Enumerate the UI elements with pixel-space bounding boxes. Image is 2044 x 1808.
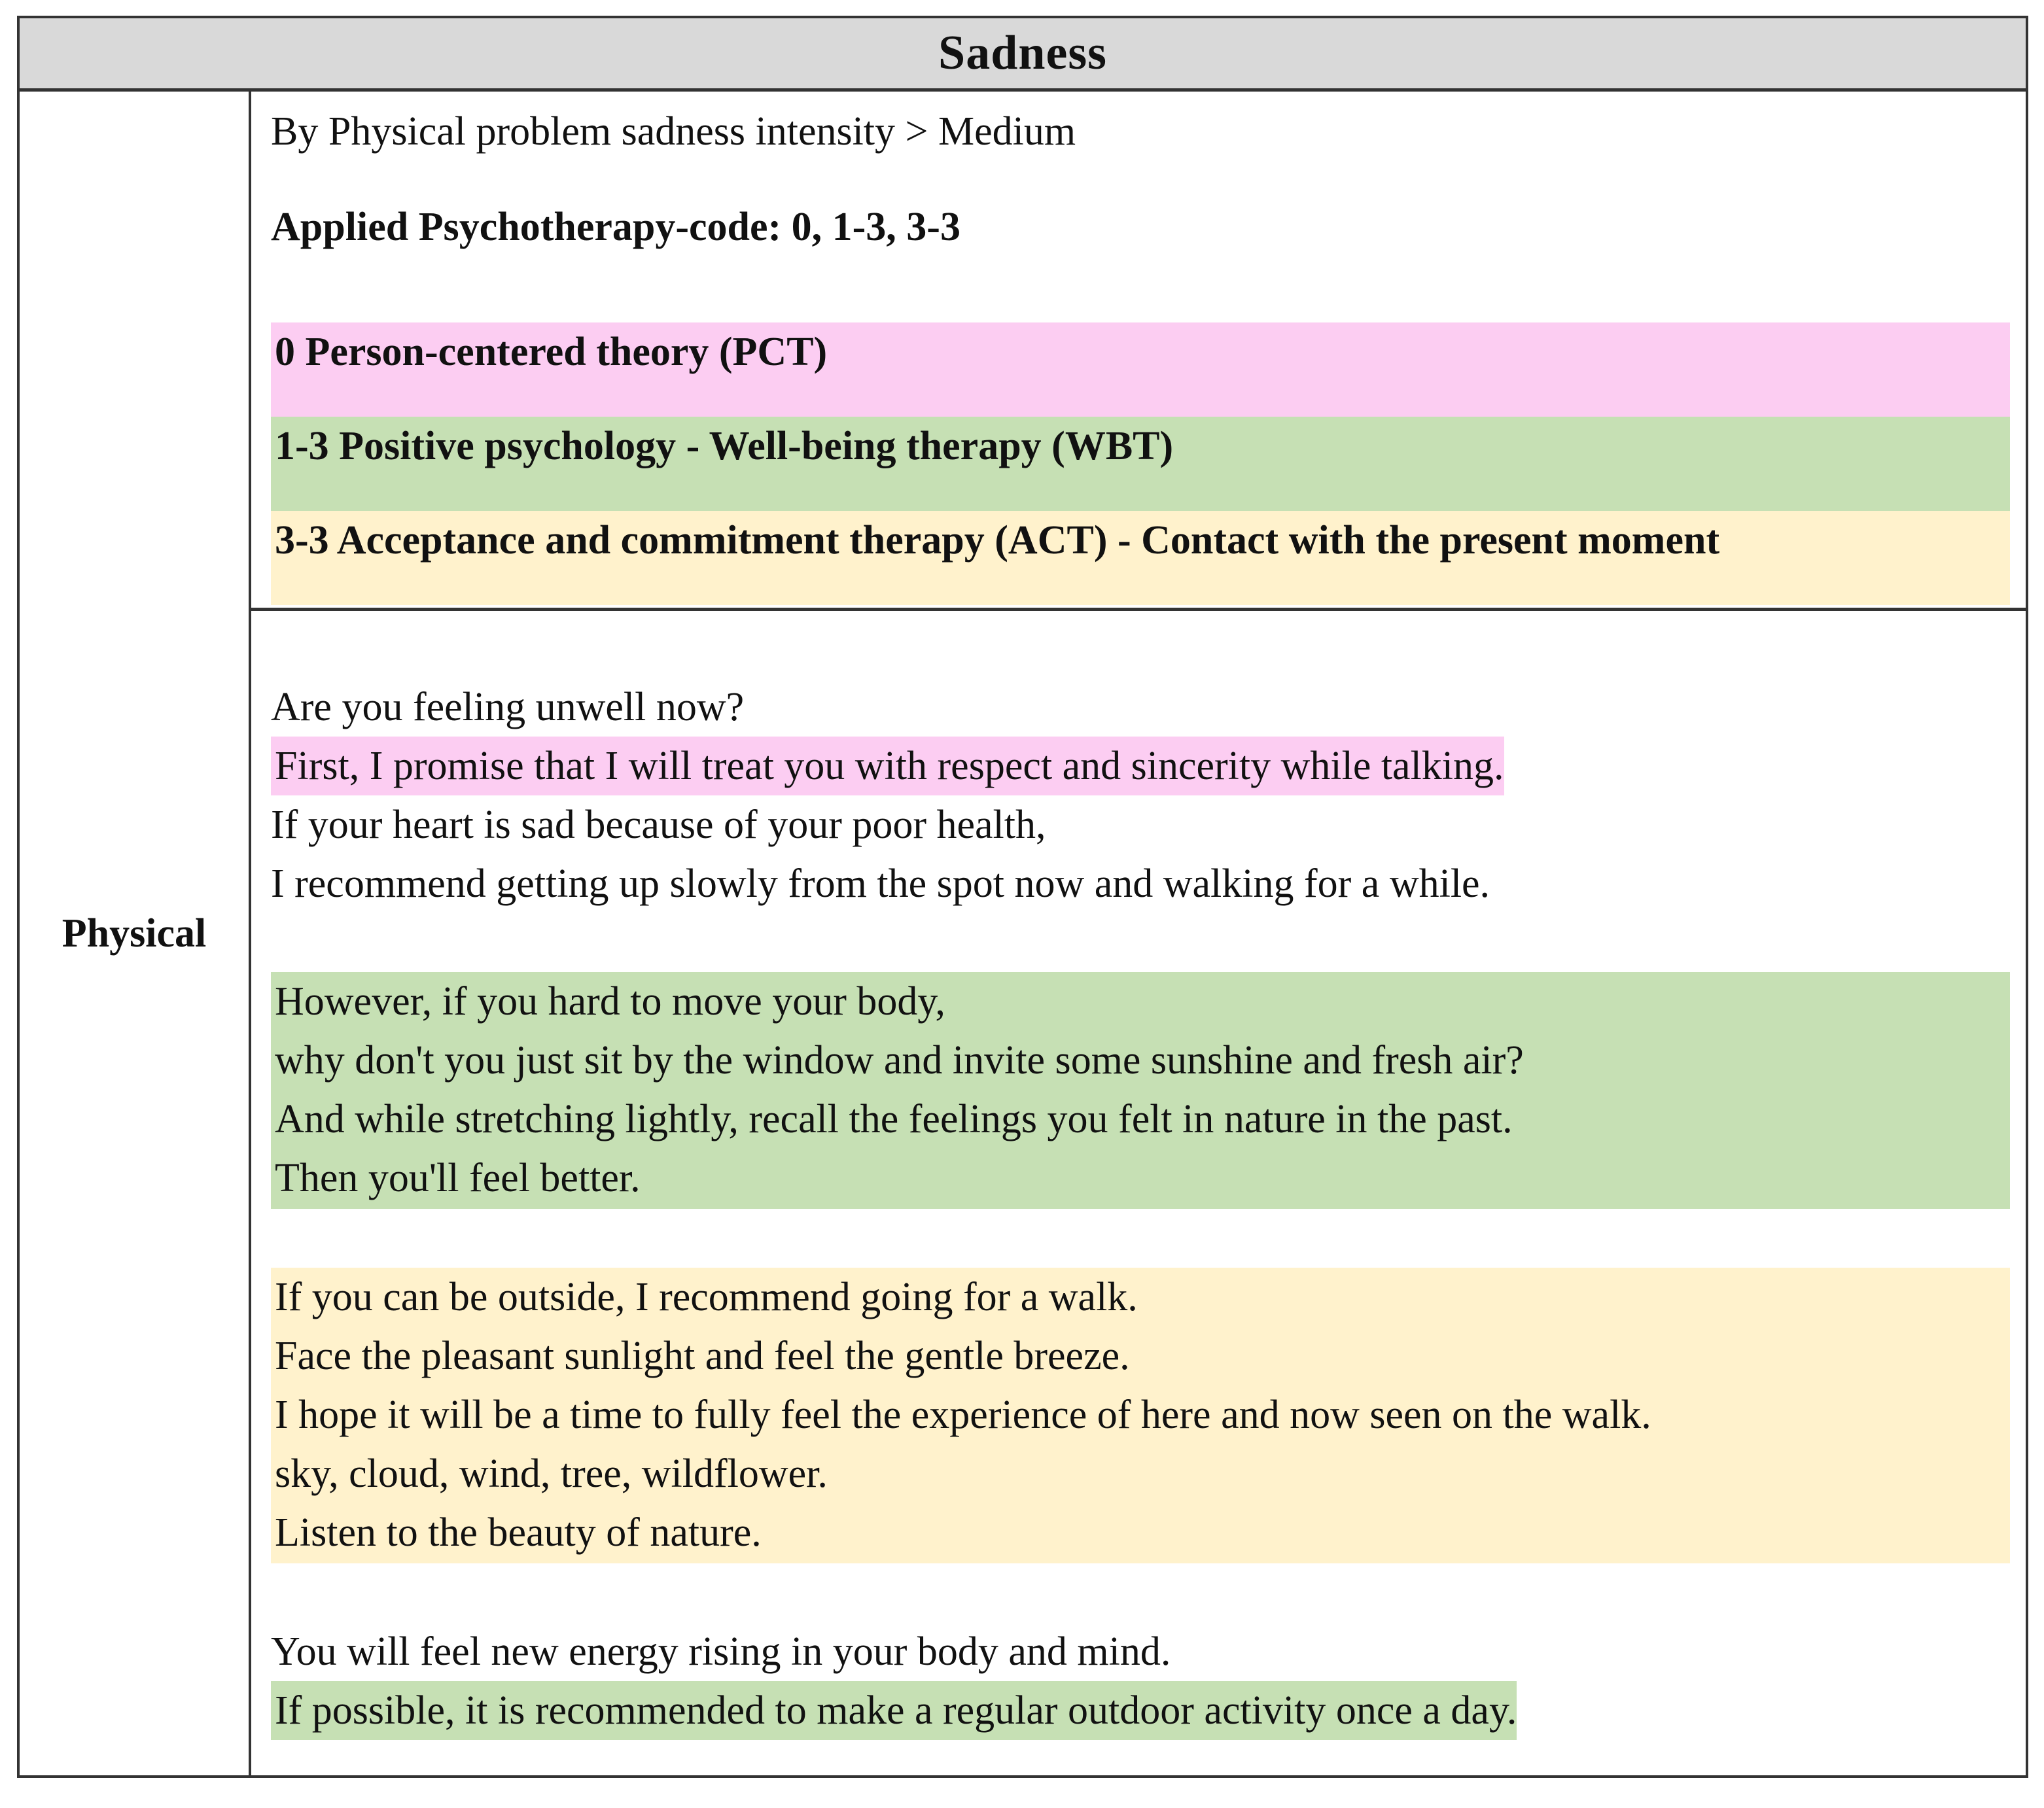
script-plain-line: If your heart is sad because of your poor health,: [271, 803, 1046, 847]
script-act-block: [271, 1268, 2010, 1563]
table-header: [20, 18, 2026, 92]
table-title: Sadness: [938, 26, 1107, 80]
code-act-bar: 3-3 Acceptance and commitment therapy (ACT) - Contact with the present moment: [271, 511, 2010, 605]
script-act-line: If you can be outside, I recommend going for a walk.: [275, 1275, 1138, 1319]
condition-text: By Physical problem sadness intensity > Medium: [271, 109, 1076, 154]
therapy-codes-cell: [251, 92, 2026, 611]
script-act-line: Face the pleasant sunlight and feel the gentle breeze.: [275, 1334, 1130, 1378]
script-cell: [251, 611, 2026, 1775]
script-act-line: sky, cloud, wind, tree, wildflower.: [275, 1452, 828, 1496]
category-label: Physical: [62, 911, 207, 956]
script-wbt-line: Then you'll feel better.: [275, 1156, 641, 1200]
script-act-line: I hope it will be a time to fully feel the experience of here and now seen on the walk.: [275, 1393, 1651, 1437]
category-cell: [20, 92, 251, 1775]
applied-codes-label: Applied Psychotherapy-code: 0, 1-3, 3-3: [271, 205, 960, 249]
script-wbt-line: why don't you just sit by the window and invite some sunshine and fresh air?: [275, 1038, 1524, 1083]
sadness-table: [17, 16, 2028, 1778]
script-intro-line: Are you feeling unwell now?: [271, 685, 745, 729]
script-wbt-block: [271, 972, 2010, 1209]
script-pct-line: First, I promise that I will treat you with respect and sincerity while talking.: [271, 737, 1504, 795]
script-wbt-closing-line: If possible, it is recommended to make a regular outdoor activity once a day.: [271, 1681, 1517, 1740]
script-closing-line: You will feel new energy rising in your body and mind.: [271, 1629, 1171, 1674]
code-pct-bar: 0 Person-centered theory (PCT): [271, 322, 2010, 417]
script-act-line: Listen to the beauty of nature.: [275, 1510, 762, 1555]
script-wbt-line: However, if you hard to move your body,: [275, 979, 945, 1024]
script-plain-line: I recommend getting up slowly from the spot now and walking for a while.: [271, 861, 1490, 906]
script-wbt-line: And while stretching lightly, recall the feelings you felt in nature in the past.: [275, 1097, 1513, 1141]
code-wbt-bar: 1-3 Positive psychology - Well-being therapy (WBT): [271, 417, 2010, 511]
